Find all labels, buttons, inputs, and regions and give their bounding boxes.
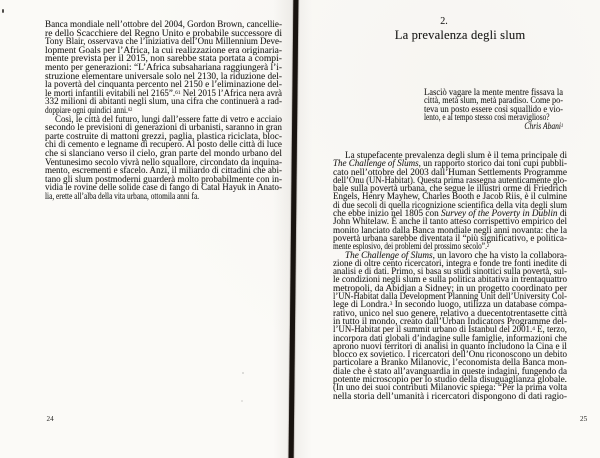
- text-line: Banca mondiale nell’ottobre del 2004, Gordon Brown, cancellie-: [45, 19, 282, 29]
- text-line: in tutto il mondo, creato dall’Urban Indicators Programme del-: [333, 315, 567, 326]
- text-line: parte costruite di mattoni grezzi, paglia, plastica riciclata, bloc-: [45, 130, 282, 141]
- text-line: povertà urbana sarebbe diventata il “più significativo, e politica-: [333, 232, 567, 243]
- text-line: Ventunesimo secolo vivrà nello squallore, circondato da inquina-: [45, 156, 282, 167]
- text-line: le morti infantili evitabili nel 2165”.$^{61}$ Nel 2015 l’Africa nera avrà: [45, 87, 282, 98]
- text-line: Così, le città del futuro, lungi dall’essere fatte di vetro e acciaio: [55, 113, 282, 124]
- text-line: secondo le previsioni di generazioni di urbanisti, saranno in gran: [45, 122, 282, 133]
- text-line: chi di cemento e legname di recupero. Al posto delle città di luce: [45, 139, 282, 150]
- text-line: doppiare ogni quindici anni.$^{62}$: [45, 104, 133, 115]
- text-line: rativo, unico nel suo genere, relativo a duecentotrentasette città: [333, 307, 567, 318]
- text-line: l’UN-Habitat per il summit urbano di Istanbul del 2001.$^4$ E, terzo,: [333, 324, 567, 335]
- chapter-number: 2.: [440, 15, 448, 27]
- text-line: nella storia dell’umanità i ricercatori dispongono di dati ragio-: [333, 390, 567, 401]
- epigraph: [424, 88, 563, 122]
- right-page-number: 25: [580, 414, 588, 423]
- text-line: l’UN-Habitat dalla Development Planning Unit dell’University Col-: [333, 291, 567, 302]
- text-line: teva un posto essere così squallido e vio-: [424, 103, 563, 114]
- text-line: vidia le rovine delle solide case di fango di Catal Hayuk in Anato-: [45, 182, 282, 193]
- text-line: mento per generazioni: “L’Africa subsahariana raggiungerà l’i-: [45, 61, 282, 72]
- text-line: re dello Scacchiere del Regno Unito e probabile successore di: [45, 27, 282, 38]
- left-page-number: 24: [46, 414, 54, 423]
- text-line: Tony Blair, osservava che l’iniziativa dell’Onu Millennium Deve-: [45, 36, 282, 47]
- text-line: la povertà del cinquanta percento nel 2150 e l’eliminazione del-: [45, 79, 282, 90]
- text-line: dell’Onu (UN-Habitat). Questa prima rassegna autenticamente glo-: [333, 174, 567, 185]
- text-line: bale sulla povertà urbana, che segue le illustri orme di Friedrich: [333, 183, 567, 194]
- text-line: (In uno dei suoi contributi Milanovic spiega: “Per la prima volta: [333, 382, 567, 393]
- text-line: zione di oltre cento ricercatori, integra e fonde tre fonti inedite di: [333, 257, 567, 268]
- text-line: aprono nuovi territori di analisi in quanto includono la Cina e il: [333, 340, 567, 351]
- text-line: mente esplosivo, dei problemi del prossimo secolo”.$^2$: [333, 241, 490, 252]
- text-line: 332 milioni di abitanti negli slum, una cifra che continuerà a rad-: [45, 96, 282, 107]
- text-line: Lasciò vagare la mente mentre fissava la: [424, 86, 563, 97]
- text-line: particolare a Branko Milanovic, l’economista della Banca mon-: [333, 357, 567, 368]
- text-line: metropoli, da Abidjan a Sidney; in un progetto coordinato per: [333, 282, 567, 293]
- text-line: città, metà slum, metà paradiso. Come po-: [424, 95, 563, 105]
- text-line: Engels, Henry Mayhew, Charles Booth e Jacob Riis, è il culmine: [333, 191, 567, 202]
- right-page-text-column: [333, 151, 567, 400]
- text-line: mente prevista per il 2015, non sarebbe stata portata a compi-: [45, 53, 282, 64]
- text-line: blocco ex sovietico. I ricercatori dell’Onu riconoscono un debito: [333, 349, 567, 360]
- text-line: The Challenge of Slums, un rapporto storico dai toni cupi pubbli-: [333, 158, 567, 169]
- text-line: La stupefacente prevalenza degli slum è il tema principale di: [345, 150, 567, 160]
- text-line: analisi e di dati. Primo, si basa su studi sinottici sulla povertà, sul-: [333, 266, 567, 277]
- text-line: monito lanciato dalla Banca mondiale negli anni novanta: che la: [333, 224, 567, 235]
- text-line: le condizioni negli slum e sulla politica abitativa in trentaquattro: [333, 274, 567, 285]
- text-line: lege di Londra.$^3$ In secondo luogo, utilizza un database compa-: [333, 299, 567, 310]
- text-line: incorpora dati globali d’indagine sulle famiglie, informazioni che: [333, 332, 567, 343]
- text-line: lento, e al tempo stesso così meraviglioso?: [424, 112, 550, 122]
- text-line: potente microscopio per lo studio della disuguaglianza globale.: [333, 374, 567, 385]
- text-line: struzione elementare universale solo nel 2130, la riduzione del-: [45, 70, 282, 81]
- text-line: lopment Goals per l’Africa, la cui realizzazione era originaria-: [45, 44, 282, 55]
- text-line: che ebbe inizio nel 1805 con Survey of the Poverty in Dublin di: [333, 208, 567, 219]
- text-line: che si slanciano verso il cielo, gran parte del mondo urbano del: [45, 147, 282, 158]
- text-line: John Whitelaw. È anche il tanto atteso corrispettivo empirico del: [333, 216, 567, 227]
- text-line: lia, erette all’alba della vita urbana, ottomila anni fa.: [45, 190, 200, 201]
- text-line: cato nell’ottobre del 2003 dall’Human Settlements Programme: [333, 166, 567, 177]
- text-line: The Challenge of Slums, un lavoro che ha visto la collabora-: [345, 249, 567, 260]
- text-line: di due secoli di quella ricognizione scientifica della vita degli slum: [333, 199, 567, 210]
- text-line: tano gli slum postmoderni guarderà molto probabilmente con in-: [45, 173, 282, 184]
- epigraph-attribution-text: Chris Abani$^1$: [524, 121, 563, 132]
- epigraph-attribution: [424, 122, 563, 131]
- text-line: diale che è stato all’avanguardia in queste indagini, fungendo da: [333, 365, 567, 376]
- chapter-title: La prevalenza degli slum: [394, 28, 526, 42]
- text-line: mento, escrementi e sfacelo. Anzi, il miliardo di cittadini che abi-: [45, 165, 282, 176]
